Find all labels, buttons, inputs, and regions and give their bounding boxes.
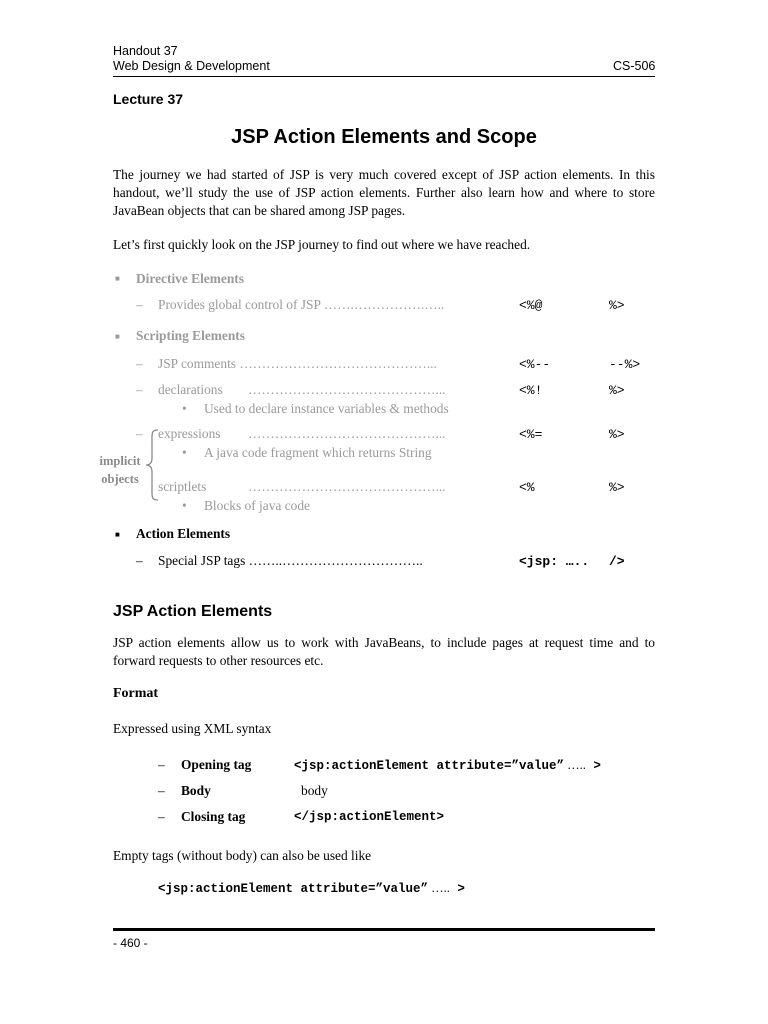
comments-open-tag: <%-- [519,357,551,372]
opening-tag-text: <jsp:actionElement attribute=”value” [294,759,565,773]
bullet-dot-icon: • [182,498,187,513]
intro-paragraph-2: Let’s first quickly look on the JSP journey to find out where we have reached. [113,237,531,252]
lecture-label: Lecture 37 [113,91,184,107]
scripting-heading: Scripting Elements [136,328,245,343]
footer-rule [113,928,655,931]
course-name: Web Design & Development [113,59,270,73]
body-text: body [301,783,328,798]
section-heading: JSP Action Elements [113,603,273,620]
dash-marker: – [158,809,165,824]
empty-tag-text: <jsp:actionElement attribute=”value” [158,882,429,896]
closing-tag-code: </jsp:actionElement> [294,810,445,824]
expressions-close-tag: %> [609,427,625,442]
empty-tags-description: Empty tags (without body) can also be used like [113,848,372,863]
scriptlets-open-tag: <% [519,480,535,495]
declarations-note: Used to declare instance variables & methods [204,401,449,416]
dash-marker: – [136,553,143,568]
intro-paragraph: The journey we had started of JSP is very much covered except of JSP action elements. In this handout, we’ll study the use of JSP action elements. Further also learn how and where to store JavaBean objects that can be shared among JSP pages. [113,167,655,218]
dash-marker: – [158,783,165,798]
action-open-tag: <jsp: ….. [519,554,590,569]
directive-item: Provides global control of JSP …….…………….….. [158,297,445,312]
course-code: CS-506 [613,59,656,73]
scriptlets-note: Blocks of java code [204,498,310,513]
declarations-item: declarations [158,382,223,397]
section-description: JSP action elements allow us to work with JavaBeans, to include pages at request time and to forward requests to other resources etc. [113,635,655,668]
page-number: - 460 - [113,936,148,950]
dash-marker: – [136,356,143,371]
directive-open-tag: <%@ [519,298,543,313]
action-heading: Action Elements [136,526,231,541]
dash-marker: – [136,297,143,312]
empty-tag-dots: ….. [428,881,450,895]
action-item: Special JSP tags ……..………………………….. [158,553,423,568]
bullet-dot-icon: • [182,401,187,416]
opening-tag-code [294,758,601,773]
scriptlets-close-tag: %> [609,480,625,495]
bullet-square-icon: ■ [115,332,120,341]
curly-brace-icon [144,428,160,502]
opening-tag-label: Opening tag [181,757,252,772]
declarations-close-tag: %> [609,383,625,398]
comments-close-tag: --%> [609,357,641,372]
implicit-objects-label: implicit objects [99,454,141,486]
dash-marker: – [136,382,143,397]
expressions-open-tag: <%= [519,427,543,442]
bullet-dot-icon: • [182,445,187,460]
directive-heading: Directive Elements [136,271,244,286]
empty-tag-example [158,881,465,896]
format-heading: Format [113,686,159,701]
directive-close-tag: %> [609,298,625,313]
comments-item: JSP comments ……………………………………... [158,356,437,371]
dash-marker: – [158,757,165,772]
closing-tag-label: Closing tag [181,809,246,824]
expressions-note: A java code fragment which returns String [204,445,432,460]
declarations-leader: ……………………………………... [248,382,446,397]
declarations-open-tag: <%! [519,383,543,398]
action-close-tag: /> [609,554,625,569]
format-description: Expressed using XML syntax [113,721,272,736]
body-label: Body [181,783,211,798]
scriptlets-item: scriptlets [158,479,207,494]
opening-tag-end: > [585,759,601,773]
empty-tag-end: > [449,882,465,896]
page-title: JSP Action Elements and Scope [231,126,537,148]
expressions-item: expressions [158,426,221,441]
opening-tag-dots: ….. [564,758,586,772]
scriptlets-leader: ……………………………………... [248,479,446,494]
bullet-square-icon: ■ [115,274,120,283]
expressions-leader: ……………………………………... [248,426,446,441]
handout-number: Handout 37 [113,44,178,58]
header-rule [113,76,655,77]
dash-marker: – [136,426,143,441]
bullet-square-icon: ■ [115,530,120,539]
